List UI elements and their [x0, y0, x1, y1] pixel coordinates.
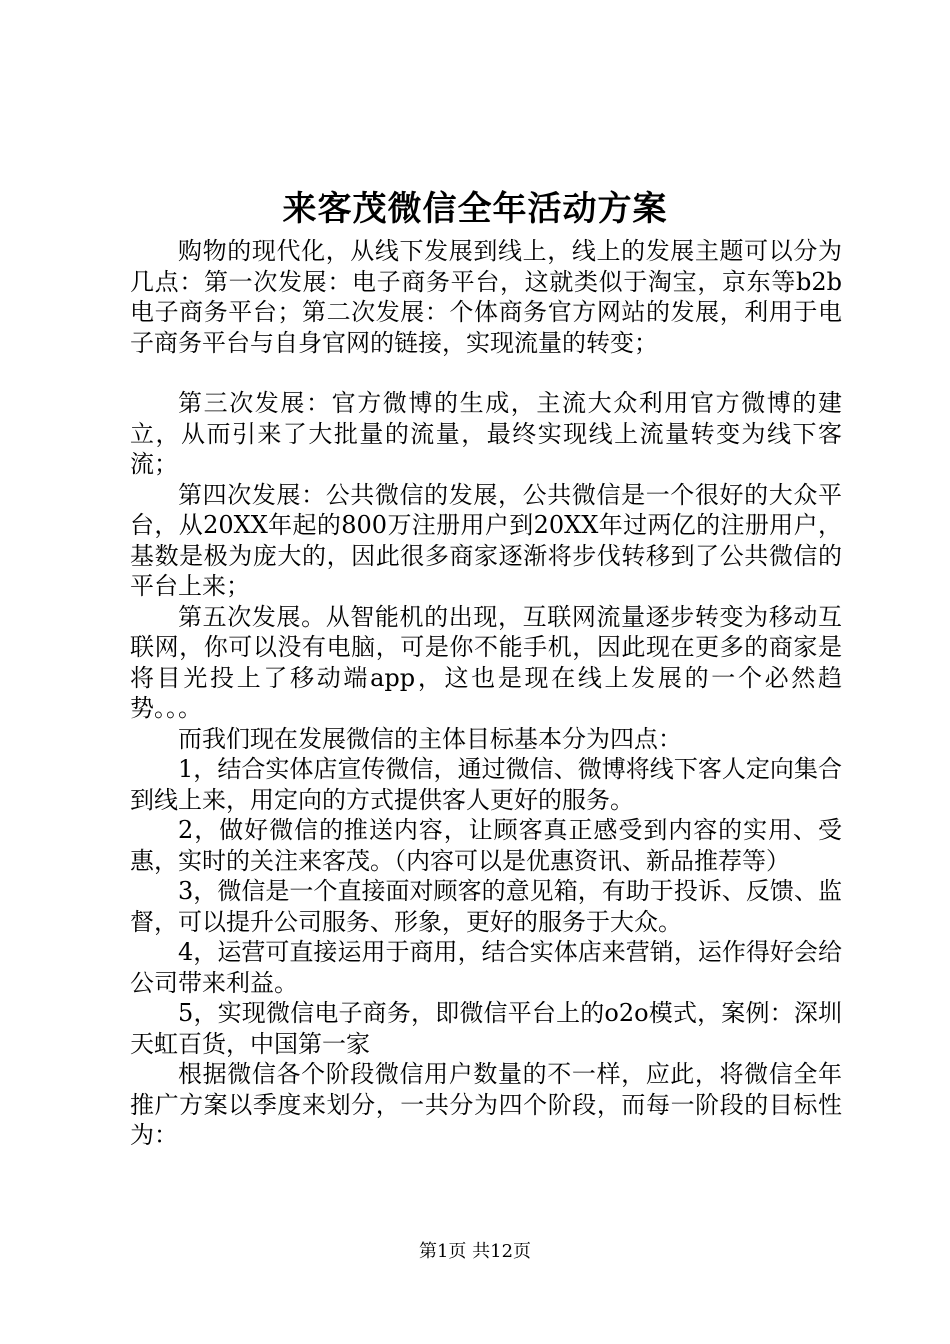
paragraph: 根据微信各个阶段微信用户数量的不一样，应此，将微信全年推广方案以季度来划分，一共分为四个阶段，而每一阶段的目标性为：: [130, 1060, 842, 1149]
paragraph: 4，运营可直接运用于商用，结合实体店来营销，运作得好会给公司带来利益。: [130, 938, 842, 997]
paragraph: 1，结合实体店宣传微信，通过微信、微博将线下客人定向集合到线上来，用定向的方式提供客人更好的服务。: [130, 755, 842, 814]
paragraph: 2，做好微信的推送内容，让顾客真正感受到内容的实用、受惠，实时的关注来客茂。（内容可以是优惠资讯、新品推荐等）: [130, 816, 842, 875]
paragraph: 3，微信是一个直接面对顾客的意见箱，有助于投诉、反馈、监督，可以提升公司服务、形象，更好的服务于大众。: [130, 877, 842, 936]
paragraph: 而我们现在发展微信的主体目标基本分为四点：: [178, 724, 682, 753]
paragraph: 购物的现代化，从线下发展到线上，线上的发展主题可以分为几点：第一次发展：电子商务平台，这就类似于淘宝，京东等b2b电子商务平台；第二次发展：个体商务官方网站的发展，利用于电子商务平台与自身官网的链接，实现流量的转变；: [130, 237, 842, 357]
paragraph: 第三次发展：官方微博的生成，主流大众利用官方微博的建立，从而引来了大批量的流量，最终实现线上流量转变为线下客流；: [130, 389, 842, 478]
paragraph: 第五次发展。从智能机的出现，互联网流量逐步转变为移动互联网，你可以没有电脑，可是你不能手机，因此现在更多的商家是将目光投上了移动端app，这也是现在线上发展的一个必然趋势。。。: [130, 602, 842, 722]
document-body: [130, 236, 842, 1151]
page-number-footer: 第1页 共12页: [418, 1241, 532, 1262]
document-title: 来客茂微信全年活动方案: [282, 189, 668, 229]
paragraph: 第四次发展：公共微信的发展，公共微信是一个很好的大众平台，从20XX年起的800万注册用户到20XX年过两亿的注册用户，基数是极为庞大的，因此很多商家逐渐将步伐转移到了公共微信的平台上来；: [130, 480, 842, 600]
paragraph: 5，实现微信电子商务，即微信平台上的o2o模式，案例：深圳天虹百货，中国第一家: [130, 999, 842, 1058]
